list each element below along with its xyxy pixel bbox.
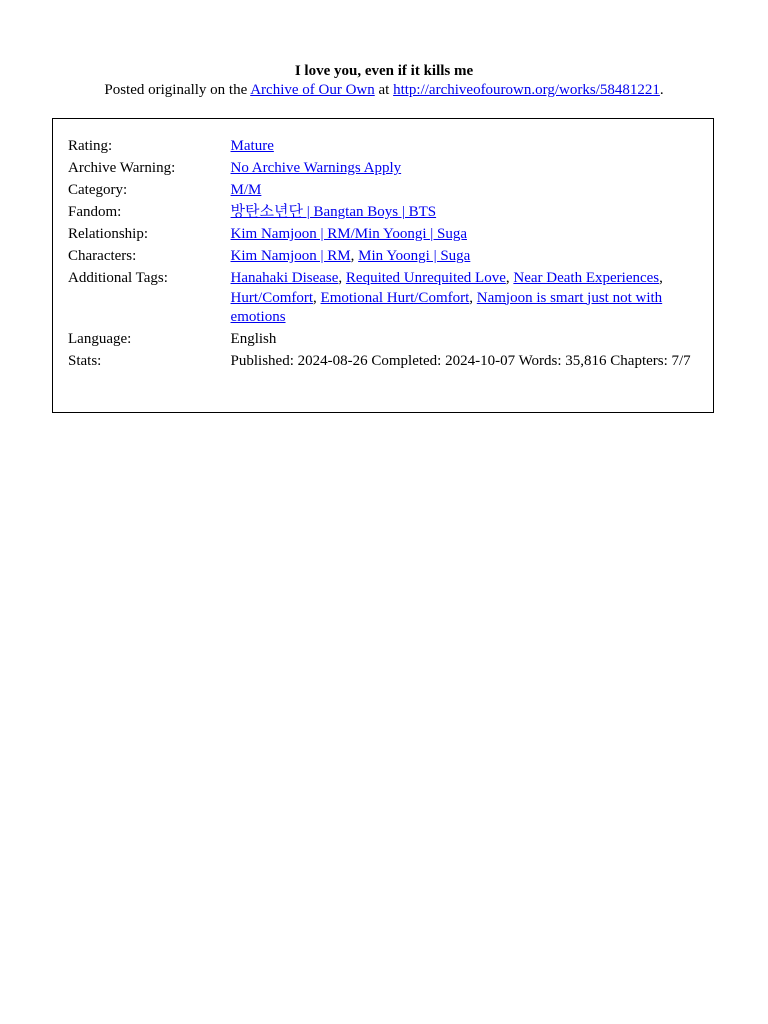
work-url-link[interactable]: http://archiveofourown.org/works/58481221	[393, 82, 660, 98]
warning-link[interactable]: No Archive Warnings Apply	[230, 160, 402, 176]
fandom-label: Fandom:	[68, 204, 122, 220]
category-link[interactable]: M/M	[230, 182, 262, 198]
relationship-row	[68, 225, 708, 247]
warning-label: Archive Warning:	[68, 160, 176, 176]
rating-label: Rating:	[68, 138, 113, 154]
archive-link[interactable]: Archive of Our Own	[250, 82, 375, 98]
posted-prefix: Posted originally on the	[104, 82, 248, 98]
tag-link[interactable]: Near Death Experiences	[513, 270, 660, 286]
character-link[interactable]: Min Yoongi | Suga	[358, 248, 471, 264]
tag-link[interactable]: Emotional Hurt/Comfort	[320, 289, 470, 306]
language-label: Language:	[68, 331, 132, 347]
work-header	[0, 62, 768, 100]
tags-row: Additional Tags: Hanahaki Disease, Requited Unrequited Love, Near Death Experiences, Hurt/Comfort, Emotional Hurt/Comfort, Namjoon is smart just not with emotions	[68, 269, 708, 330]
period: .	[659, 82, 664, 98]
character-link[interactable]: Kim Namjoon | RM	[230, 248, 351, 264]
relationship-label: Relationship:	[68, 226, 148, 242]
warning-row	[68, 159, 708, 181]
work-title: I love you, even if it kills me	[294, 63, 474, 79]
rating-row	[68, 137, 708, 159]
metadata-table	[68, 137, 708, 374]
tag-link[interactable]: Namjoon is smart just not with emotions	[230, 289, 663, 325]
stats-label: Stats:	[68, 353, 102, 369]
category-label: Category:	[68, 182, 128, 198]
rating-link[interactable]: Mature	[230, 138, 274, 154]
fandom-link[interactable]: 방탄소년단 | Bangtan Boys | BTS	[230, 204, 437, 220]
characters-label: Characters:	[68, 248, 137, 264]
posted-line	[0, 81, 768, 100]
relationship-link[interactable]: Kim Namjoon | RM/Min Yoongi | Suga	[230, 226, 467, 242]
tags-label: Additional Tags:	[68, 270, 168, 286]
metadata-box	[52, 118, 714, 413]
stats-value: Published: 2024-08-26 Completed: 2024-10-07 Words: 35,816 Chapters: 7/7	[230, 353, 691, 369]
tag-link[interactable]: Hanahaki Disease	[230, 270, 339, 286]
language-row	[68, 330, 708, 352]
stats-row	[68, 352, 708, 374]
tag-link[interactable]: Requited Unrequited Love	[345, 270, 506, 286]
characters-row: Characters: Kim Namjoon | RM, Min Yoongi | Suga	[68, 247, 708, 269]
language-value: English	[230, 331, 277, 347]
at-text: at	[378, 82, 390, 98]
category-row	[68, 181, 708, 203]
fandom-row	[68, 203, 708, 225]
tag-link[interactable]: Hurt/Comfort	[230, 289, 314, 306]
